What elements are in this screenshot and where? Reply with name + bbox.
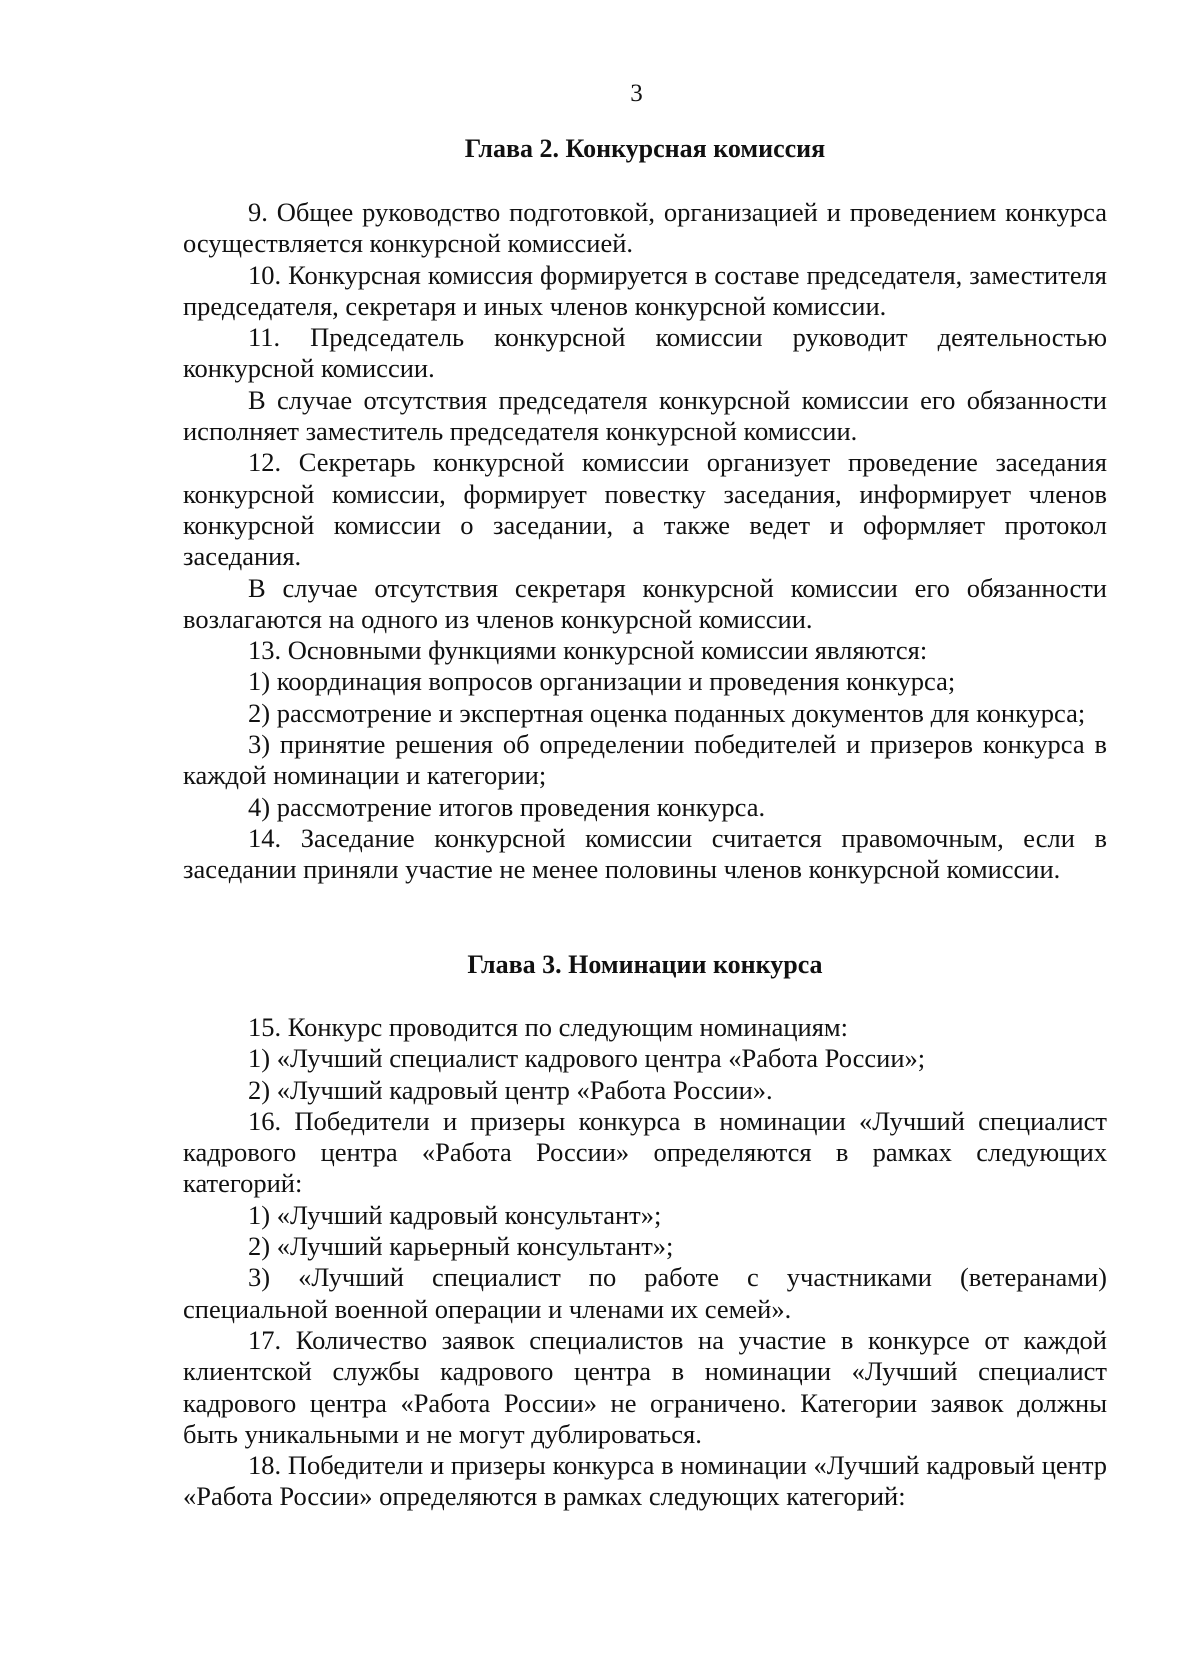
paragraph-12-note: В случае отсутствия секретаря конкурсной комиссии его обязанности возлагаются на одного из членов конкурсной комиссии. — [183, 572, 1107, 634]
page-number: 3 — [630, 80, 643, 107]
paragraph-11-note: В случае отсутствия председателя конкурсной комиссии его обязанности исполняет заместитель председателя конкурсной комиссии. — [183, 384, 1107, 447]
paragraph-17: 17. Количество заявок специалистов на участие в конкурсе от каждой клиентской службы кадрового центра в номинации «Лучший специалист кадрового центра «Работа России» не ограничено. Категории заявок должны быть уникальными и не могут дублироваться. — [183, 1324, 1107, 1449]
list-item-16-2: 2) «Лучший карьерный консультант»; — [248, 1231, 674, 1262]
list-item-13-4: 4) рассмотрение итогов проведения конкурса. — [248, 791, 766, 822]
list-item-13-3: 3) принятие решения об определении победителей и призеров конкурса в каждой номинации и категории; — [183, 729, 1107, 791]
paragraph-13: 13. Основными функциями конкурсной комиссии являются: — [248, 635, 928, 666]
list-item-15-1: 1) «Лучший специалист кадрового центра «Работа России»; — [248, 1043, 926, 1074]
list-item-13-2: 2) рассмотрение и экспертная оценка поданных документов для конкурса; — [248, 697, 1086, 728]
chapter-3-title: Глава 3. Номинации конкурса — [467, 950, 823, 979]
paragraph-18: 18. Победители и призеры конкурса в номинации «Лучший кадровый центр «Работа России» определяются в рамках следующих категорий: — [183, 1450, 1107, 1512]
paragraph-10: 10. Конкурсная комиссия формируется в составе председателя, заместителя председателя, секретаря и иных членов конкурсной комиссии. — [183, 259, 1107, 321]
list-item-16-3: 3) «Лучший специалист по работе с участниками (ветеранами) специальной военной операции и членами их семей». — [183, 1262, 1107, 1324]
chapter-2-body — [183, 197, 1107, 886]
paragraph-12: 12. Секретарь конкурсной комиссии организует проведение заседания конкурсной комиссии, формирует повестку заседания, информирует членов конкурсной комиссии о заседании, а также ведет и оформляет протокол заседания. — [183, 447, 1107, 572]
paragraph-14: 14. Заседание конкурсной комиссии считается правомочным, если в заседании приняли участие не менее половины членов конкурсной комиссии. — [183, 822, 1107, 885]
chapter-2-title: Глава 2. Конкурсная комиссия — [464, 134, 826, 163]
list-item-13-1: 1) координация вопросов организации и проведения конкурса; — [248, 666, 956, 697]
paragraph-16: 16. Победители и призеры конкурса в номинации «Лучший специалист кадрового центра «Работа России» определяются в рамках следующих категорий: — [183, 1105, 1107, 1199]
chapter-3-body — [183, 1012, 1107, 1513]
paragraph-9: 9. Общее руководство подготовкой, организацией и проведением конкурса осуществляется конкурсной комиссией. — [183, 197, 1107, 259]
paragraph-11: 11. Председатель конкурсной комиссии руководит деятельностью конкурсной комиссии. — [183, 322, 1107, 384]
list-item-16-1: 1) «Лучший кадровый консультант»; — [248, 1199, 662, 1230]
paragraph-15: 15. Конкурс проводится по следующим номинациям: — [248, 1012, 849, 1042]
list-item-15-2: 2) «Лучший кадровый центр «Работа России». — [248, 1074, 773, 1105]
